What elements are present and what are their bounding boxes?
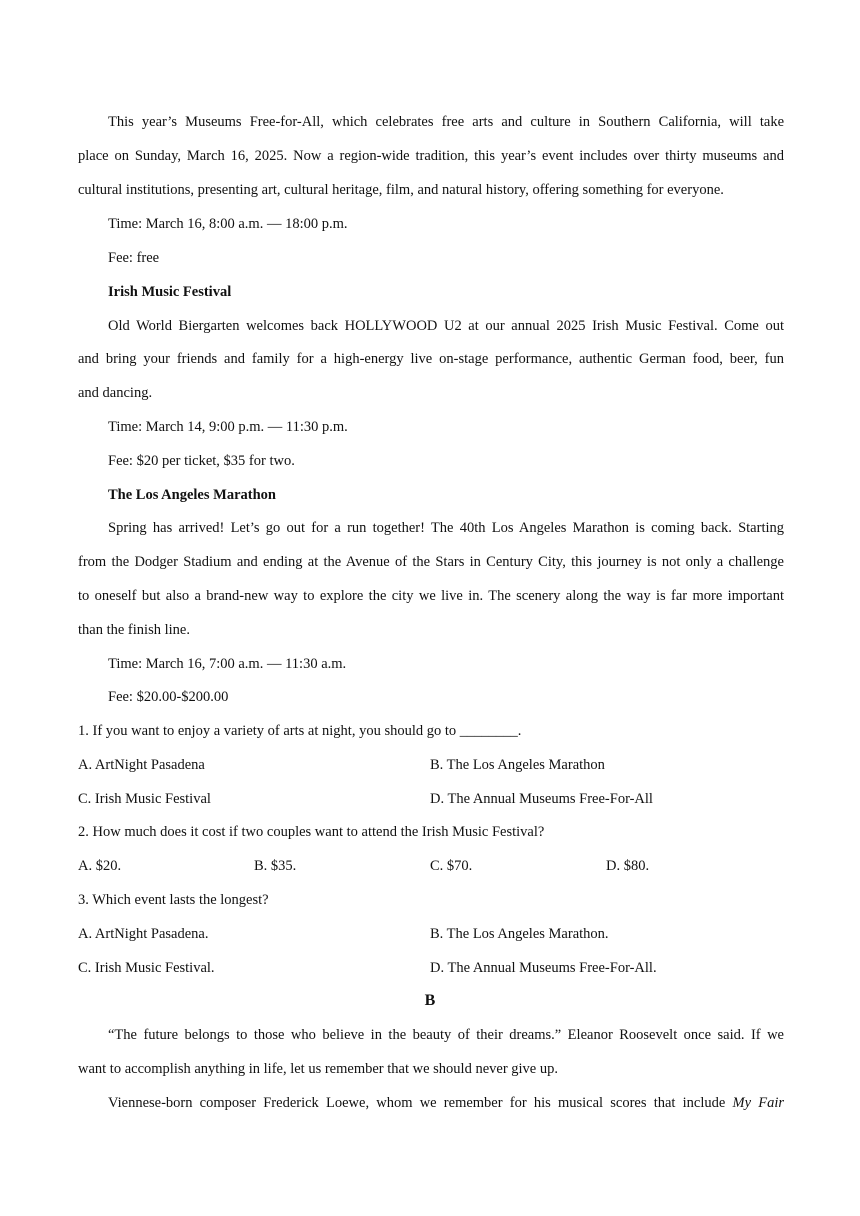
marathon-paragraph-line: than the finish line. xyxy=(78,622,190,638)
question-3-option-d: D. The Annual Museums Free-For-All. xyxy=(430,960,657,976)
free-for-all-fee: Fee: free xyxy=(108,250,160,266)
marathon-paragraph-line: to oneself but also a brand-new way to explore the city we live in. The scenery along the way is far more important xyxy=(78,588,784,604)
question-2-option-b: B. $35. xyxy=(254,858,297,874)
section-b-paragraph-line xyxy=(108,1094,784,1112)
irish-festival-paragraph-line: Old World Biergarten welcomes back HOLLYWOOD U2 at our annual 2025 Irish Music Festival. Come out xyxy=(108,318,784,334)
section-b-paragraph-line: “The future belongs to those who believe in the beauty of their dreams.” Eleanor Roosevelt once said. If we xyxy=(108,1027,784,1043)
question-2-option-d: D. $80. xyxy=(606,858,650,874)
free-for-all-paragraph-line: place on Sunday, March 16, 2025. Now a region-wide tradition, this year’s event includes over thirty museums and xyxy=(78,148,784,164)
marathon-paragraph-line: Spring has arrived! Let’s go out for a run together! The 40th Los Angeles Marathon is coming back. Starting xyxy=(108,520,784,536)
irish-festival-fee: Fee: $20 per ticket, $35 for two. xyxy=(108,453,295,469)
irish-festival-paragraph-line: and bring your friends and family for a high-energy live on-stage performance, authentic German food, beer, fun xyxy=(78,351,784,367)
question-2-option-c: C. $70. xyxy=(430,858,473,874)
question-1-option-a: A. ArtNight Pasadena xyxy=(78,757,205,773)
question-1-option-c: C. Irish Music Festival xyxy=(78,791,211,807)
irish-festival-time: Time: March 14, 9:00 p.m. — 11:30 p.m. xyxy=(108,419,348,435)
question-2-stem: 2. How much does it cost if two couples want to attend the Irish Music Festival? xyxy=(78,824,545,840)
question-3-option-a: A. ArtNight Pasadena. xyxy=(78,926,209,942)
question-3-option-b: B. The Los Angeles Marathon. xyxy=(430,926,609,942)
section-b-line-text: Viennese-born composer Frederick Loewe, whom we remember for his musical scores that include xyxy=(108,1095,726,1111)
question-2-option-a: A. $20. xyxy=(78,858,122,874)
marathon-title: The Los Angeles Marathon xyxy=(108,487,276,503)
irish-festival-title: Irish Music Festival xyxy=(108,284,232,300)
marathon-fee: Fee: $20.00-$200.00 xyxy=(108,689,229,705)
marathon-time: Time: March 16, 7:00 a.m. — 11:30 a.m. xyxy=(108,656,347,672)
marathon-paragraph-line: from the Dodger Stadium and ending at the Avenue of the Stars in Century City, this journey is not only a challenge xyxy=(78,554,784,570)
free-for-all-time: Time: March 16, 8:00 a.m. — 18:00 p.m. xyxy=(108,216,348,232)
free-for-all-paragraph-line: This year’s Museums Free-for-All, which celebrates free arts and culture in Southern California, will take xyxy=(108,114,784,130)
question-1-option-d: D. The Annual Museums Free-For-All xyxy=(430,791,653,807)
section-b-paragraph-line: want to accomplish anything in life, let us remember that we should never give up. xyxy=(78,1061,558,1077)
irish-festival-paragraph-line: and dancing. xyxy=(78,385,153,401)
section-b-italic-title: My Fair xyxy=(732,1095,785,1111)
section-b-heading: B xyxy=(424,992,436,1009)
question-3-stem: 3. Which event lasts the longest? xyxy=(78,892,269,908)
question-1-option-b: B. The Los Angeles Marathon xyxy=(430,757,605,773)
question-1-stem: 1. If you want to enjoy a variety of arts at night, you should go to ________. xyxy=(78,723,522,739)
free-for-all-paragraph-line: cultural institutions, presenting art, cultural heritage, film, and natural history, offering something for everyone. xyxy=(78,182,724,198)
question-3-option-c: C. Irish Music Festival. xyxy=(78,960,215,976)
